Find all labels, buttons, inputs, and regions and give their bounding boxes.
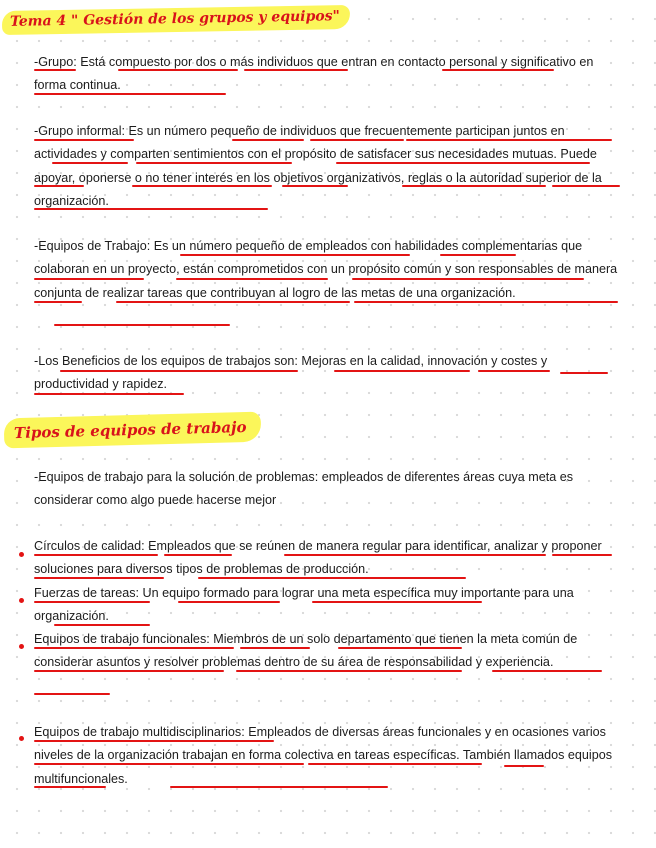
solucion-problemas-text: -Equipos de trabajo para la solución de problemas: empleados de diferentes áreas cuya meta es considerar como algo puede hacerse mejor	[34, 470, 574, 508]
underline-mark	[178, 601, 280, 603]
underline-mark	[504, 765, 544, 767]
list-item-circulos: Círculos de calidad: Empleados que se reúnen de manera regular para identificar, analizar y proponer soluciones para diversos tipos de problemas de producción.	[34, 539, 602, 577]
underline-mark	[198, 577, 466, 579]
definition-equipos-trabajo: -Equipos de Trabajo: Es un número pequeño de empleados con habilidades complementarias que colaboran en un proyecto, están comprometidos con un propósito común y son responsables de manera conjunta de realizar tareas que contribuyan al logro de las metas de una organización.	[34, 239, 618, 300]
topic-title: Tema 4 " Gestión de los grupos y equipos"	[9, 8, 341, 30]
definition-grupo: -Grupo: Está compuesto por dos o más individuos que entran en contacto personal y significativo en forma continua.	[34, 55, 594, 93]
topic-title-highlight	[2, 5, 350, 35]
section-title-tipos: Tipos de equipos de trabajo	[13, 418, 247, 443]
underline-mark	[282, 185, 348, 187]
paragraph-multidisciplinarios	[34, 721, 624, 791]
paragraph-grupo	[34, 51, 624, 98]
underline-mark	[34, 601, 150, 603]
underline-mark	[34, 208, 268, 210]
list-item-funcionales: Equipos de trabajo funcionales: Miembros de un solo departamento que tienen la meta común de considerar asuntos y resolver problemas dentro de su área de responsabilidad y experiencia.	[34, 632, 578, 670]
underline-mark	[116, 301, 350, 303]
underline-mark	[34, 139, 134, 141]
definition-grupo-informal: -Grupo informal: Es un número pequeño de individuos que frecuentemente participan juntos en actividades y comparten sentimientos con el propósito de satisfacer sus necesidades mutuas. Puede apoyar, oponerse o no tener interés en los objetivos organizativos, reglas o la autoridad superior de la organización.	[34, 124, 602, 208]
underline-mark	[244, 69, 348, 71]
underline-mark	[240, 647, 310, 649]
underline-mark	[34, 278, 144, 280]
underline-mark	[492, 670, 602, 672]
underline-mark	[352, 278, 584, 280]
underline-mark	[52, 162, 128, 164]
underline-mark	[180, 254, 410, 256]
underline-mark	[34, 786, 106, 788]
paragraph-equipos-trabajo	[34, 235, 624, 305]
underline-mark	[34, 693, 110, 695]
section-title-highlight	[4, 412, 261, 449]
underline-mark	[552, 185, 620, 187]
bullet-dot	[19, 598, 24, 603]
underline-mark	[34, 740, 274, 742]
underline-mark	[310, 139, 404, 141]
underline-mark	[54, 324, 230, 326]
underline-mark	[236, 670, 462, 672]
underline-mark	[440, 254, 516, 256]
paragraph-beneficios	[34, 350, 624, 397]
benefits-text: -Los Beneficios de los equipos de trabajos son: Mejoras en la calidad, innovación y costes y productividad y rapidez.	[34, 354, 548, 392]
underline-mark	[34, 577, 164, 579]
underline-mark	[60, 370, 298, 372]
underline-mark	[354, 301, 618, 303]
underline-mark	[402, 185, 546, 187]
underline-mark	[34, 670, 224, 672]
underline-mark	[478, 370, 550, 372]
underline-mark	[34, 69, 76, 71]
paragraph-grupo-informal	[34, 120, 624, 213]
underline-mark	[34, 554, 158, 556]
underline-mark	[232, 139, 304, 141]
underline-mark	[136, 162, 292, 164]
underline-mark	[164, 554, 232, 556]
underline-mark	[54, 624, 150, 626]
underline-mark	[334, 370, 470, 372]
underline-mark	[34, 301, 82, 303]
underline-mark	[560, 372, 608, 374]
underline-mark	[170, 786, 388, 788]
paragraph-solucion-problemas	[34, 466, 624, 513]
underline-mark	[34, 393, 184, 395]
underline-mark	[406, 139, 612, 141]
underline-mark	[34, 647, 234, 649]
underline-mark	[336, 162, 590, 164]
bullet-dot	[19, 552, 24, 557]
bullet-dot	[19, 644, 24, 649]
underline-mark	[132, 185, 272, 187]
underline-mark	[118, 69, 238, 71]
underline-mark	[176, 278, 328, 280]
list-item-fuerzas: Fuerzas de tareas: Un equipo formado para lograr una meta específica muy importante para una organización.	[34, 585, 574, 623]
list-item-multidisciplinarios: Equipos de trabajo multidisciplinarios: Empleados de diversas áreas funcionales y en ocasiones varios niveles de la organización trabajan en forma colectiva en tareas específicas. También llamados equipos multifuncionales.	[34, 725, 613, 786]
underline-mark	[284, 554, 546, 556]
underline-mark	[34, 185, 84, 187]
underline-mark	[34, 763, 304, 765]
underline-mark	[442, 69, 554, 71]
underline-mark	[338, 647, 462, 649]
underline-mark	[34, 93, 226, 95]
underline-mark	[312, 601, 482, 603]
underline-mark	[552, 554, 612, 556]
underline-mark	[308, 763, 482, 765]
bullet-dot	[19, 736, 24, 741]
